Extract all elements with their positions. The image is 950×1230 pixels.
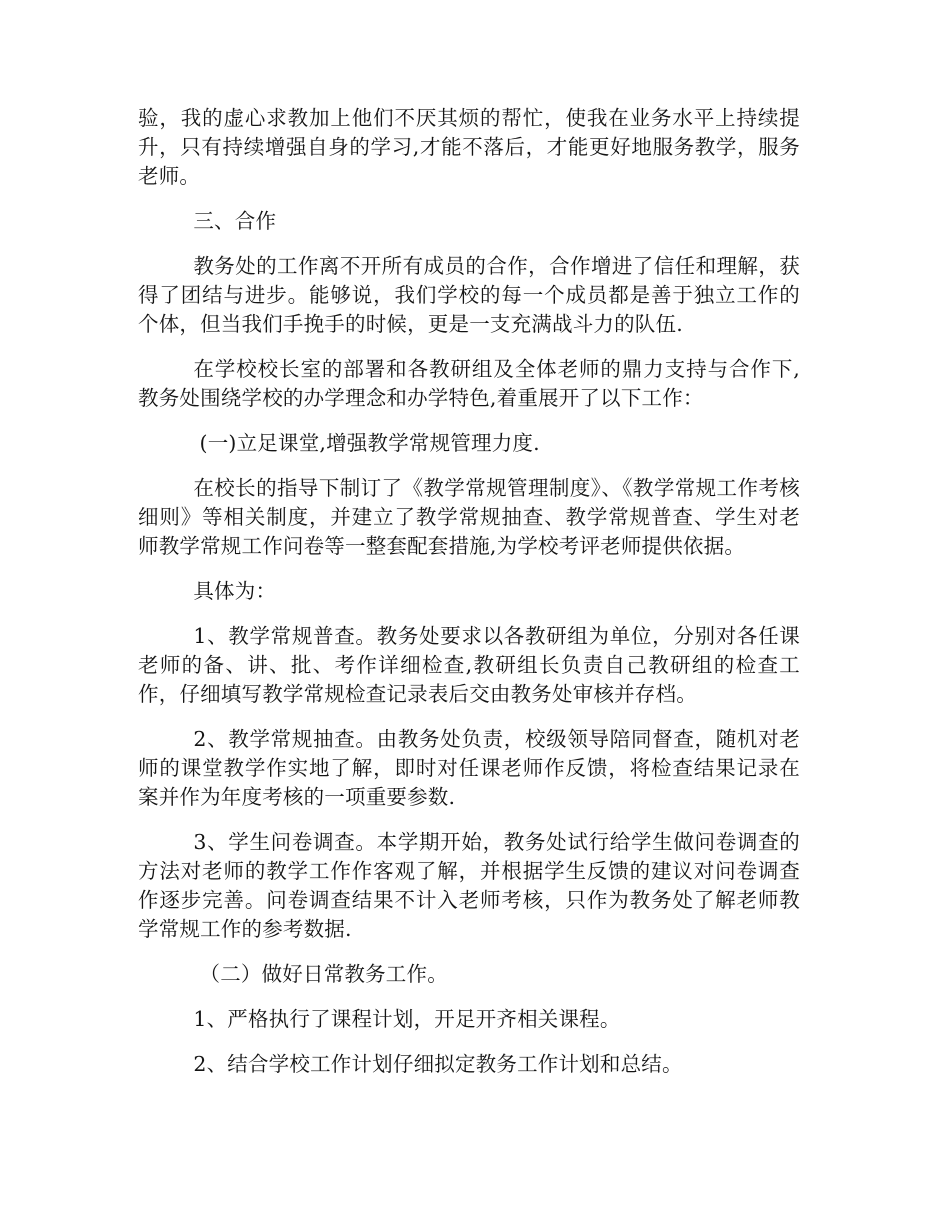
section-heading-cooperation: 三、合作 — [193, 209, 277, 233]
document-page — [138, 104, 800, 1095]
paragraph: 教务处的工作离不开所有成员的合作，合作增进了信任和理解，获得了团结与进步。能够说，我们学校的每一个成员都是善于独立工作的个体，但当我们手挽手的时候，更是一支充满战斗力的队伍. — [138, 254, 800, 336]
list-item: 2、教学常规抽查。由教务处负责，校级领导陪同督查，随机对老师的课堂教学作实地了解，即时对任课老师作反馈，将检查结果记录在案并作为年度考核的一项重要参数. — [138, 727, 800, 809]
paragraph: 具体为： — [193, 579, 277, 603]
paragraph: 在学校校长室的部署和各教研组及全体老师的鼎力支持与合作下,教务处围绕学校的办学理念和办学特色,着重展开了以下工作： — [138, 357, 800, 410]
list-item: 1、教学常规普查。教务处要求以各教研组为单位，分别对各任课老师的备、讲、批、考作详细检查,教研组长负责自己教研组的检查工作，仔细填写教学常规检查记录表后交由教务处审核并存档。 — [138, 624, 800, 706]
subheading-two: （二）做好日常教务工作。 — [199, 962, 448, 986]
list-item: 3、学生问卷调查。本学期开始，教务处试行给学生做问卷调查的方法对老师的教学工作作客观了解，并根据学生反馈的建议对问卷调查作逐步完善。问卷调查结果不计入老师考核，只作为教务处了解老师教学常规工作的参考数据. — [138, 830, 800, 941]
paragraph-continuation: 验，我的虚心求教加上他们不厌其烦的帮忙，使我在业务水平上持续提升，只有持续增强自身的学习,才能不落后，才能更好地服务教学，服务老师。 — [138, 106, 800, 188]
paragraph: 在校长的指导下制订了《教学常规管理制度》、《教学常规工作考核细则》等相关制度，并建立了教学常规抽查、教学常规普查、学生对老师教学常规工作问卷等一整套配套措施,为学校考评老师提供依据。 — [138, 476, 800, 558]
subheading-one: (一)立足课堂,增强教学常规管理力度. — [199, 431, 540, 455]
list-item: 2、结合学校工作计划仔细拟定教务工作计划和总结。 — [193, 1052, 683, 1076]
list-item: 1、严格执行了课程计划，开足开齐相关课程。 — [193, 1007, 621, 1031]
